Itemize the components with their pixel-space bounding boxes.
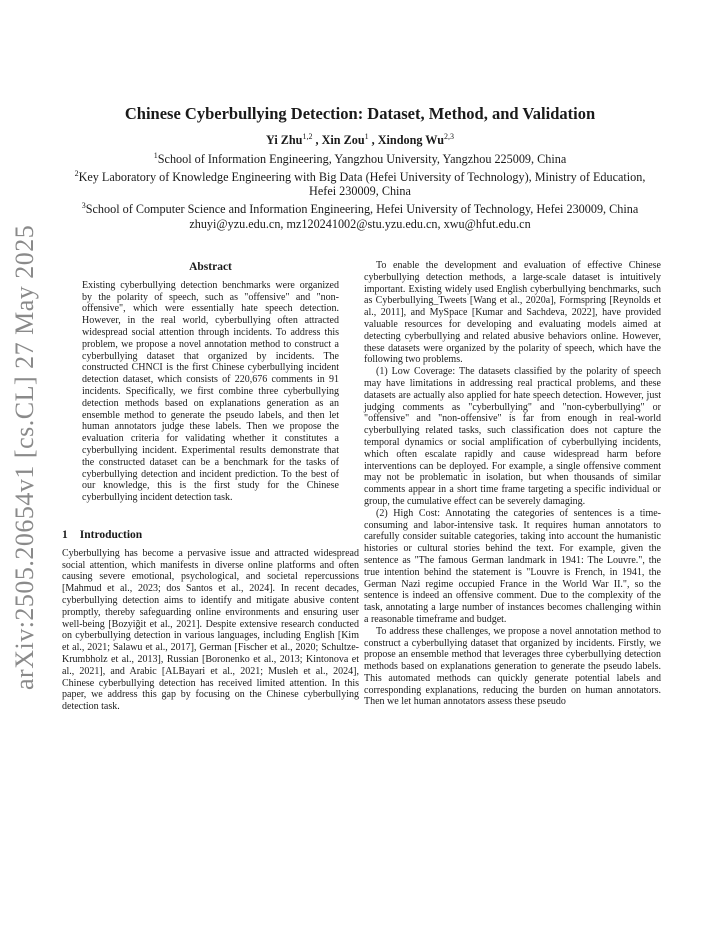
author-name: Yi Zhu [265,133,303,148]
intro-paragraph-1: Cyberbullying has become a pervasive issue and attracted widespread social attention, which manifests in diverse online platforms and often causing severe emotional, psychological, and societal repercussions [Mahmud et al., 2023; dos Santos et al., 2024]. In recent decades, cyberbullying detection aims to identify and mitigate abusive content promptly, thereby safeguarding online environments and ensuring user well-being [Bozyiğit et al., 2021]. Despite extensive research conducted on cyberbullying detection in various languages, including English [Kim et al., 2021; Salawu et al., 2017], German [Fischer et al., 2020; Schultze-Krumbholz et al., 2013], Russian [Boronenko et al., 2013; Kintonova et al., 2021], and Arabic [ALBayari et al., 2021; Musleh et al., 2024], Chinese cyberbullying detection has received limited attention. In this paper, we address this gap by focusing on the Chinese cyberbullying detection task. [62,547,359,713]
section-title: Introduction [79,528,143,541]
author-affiliation-mark: 1 [364,132,369,141]
intro-paragraph-5: To address these challenges, we propose a novel annotation method to construct a cyberbullying dataset that organized by incidents. Firstly, we propose an ensemble method that leverages three cyberbullying detection methods based on explanations generation to generate the pseudo labels. This automated methods can quickly generate potential labels and corresponding explanations, reducing the burden on human annotators. Then we let human annotators assess these pseudo [364,625,661,708]
author-affiliation-mark: 1,2 [302,132,313,141]
intro-paragraph-2: To enable the development and evaluation of effective Chinese cyberbullying detection methods, a large-scale dataset is intuitively important. Existing widely used English cyberbullying benchmarks, such as Cyberbullying_Tweets [Wang et al., 2020a], Formspring [Reynolds et al., 2011], and MySpace [Kumar and Sachdeva, 2022], have provided valuable resources for developing and evaluating models aimed at detecting cyberbullying and related abusive behaviors online. However, these datasets were organized by the polarity of speech, which have the following two problems. [364,260,661,366]
author-separator: , [312,133,322,148]
abstract-body: Existing cyberbullying detection benchmarks were organized by the polarity of speech, such as "offensive" and "non-offensive", which were essentially hate speech detection. However, in the real world, cyberbullying often attracted widespread social attention through incidents. To address this problem, we propose a novel annotation method to construct a cyberbullying dataset that organized by incidents. The constructed CHNCI is the first Chinese cyberbullying incident detection dataset, which consists of 220,676 comments in 91 incidents. Specifically, we first combine three cyberbullying detection methods based on explanations generation as an ensemble method to generate the pseudo labels, and then let human annotators judge these labels. Then we propose the evaluation criteria for validating whether it constitutes a cyberbullying incident. Experimental results demonstrate that the constructed dataset can be a benchmark for the tasks of cyberbullying detection and incident prediction. To the best of our knowledge, this is the first study for the Chinese cyberbullying incident detection task. [82,279,339,504]
author-name: Xin Zou [321,133,365,148]
author-name: Xindong Wu [377,133,445,148]
section-number: 1 [62,528,68,541]
affiliation-block [60,149,660,231]
arxiv-identifier-stamp: arXiv:2505.20654v1 [cs.CL] 27 May 2025 [10,224,39,690]
affiliation-line [60,199,660,217]
affiliation-mark: 3 [81,200,86,210]
paper-title: Chinese Cyberbullying Detection: Dataset, Method, and Validation [124,104,596,123]
affiliation-line [60,167,660,199]
intro-paragraph-4: (2) High Cost: Annotating the categories of sentences is a time-consuming and labor-intensive task. It requires human annotators to carefully consider suitable categories, taking into account the humanistic histories or cultural stories behind the text. For example, given the sentence as "The famous German landmark in 1941: The Louvre.", the true intention behind the statement is "Louvre is French, in 1941, the German Nazi regime occupied France in the World War II.", so the sentence is indeed an offensive comment. Due to the complexity of the task, annotating a large number of instances becomes challenging within a reasonable timeframe and budget. [364,507,661,625]
affiliation-mark: 2 [74,168,79,178]
affiliation-text: School of Information Engineering, Yangzhou University, Yangzhou 225009, China [157,152,567,167]
affiliation-text: Key Laboratory of Knowledge Engineering with Big Data (Hefei University of Technology), Ministry of Education, Hefei 230009, China [78,169,646,199]
intro-paragraph-3: (1) Low Coverage: The datasets classified by the polarity of speech may have limitations in addressing real practical problems, and these datasets are actually also applied for hate speech detection. However, just judging comments as "cyberbullying" and "non-cyberbullying" or "offensive" and "non-offensive" is far from enough in real-world cyberbullying related tasks, such classification does not capture the temporal dynamics or social amplification of cyberbullying incidents, which often escalate rapidly and cause widespread harm before interventions can be deployed. For example, a single offensive comment may not be problematic in isolation, but when thousands of similar comments appear in a short time frame targeting a specific individual or group, the cumulative effect can be severely damaging. [364,366,661,507]
author-emails: zhuyi@yzu.edu.cn, mz120241002@stu.yzu.edu.cn, xwu@hfut.edu.cn [189,216,531,231]
author-separator: , [368,133,378,148]
affiliation-line [60,149,660,167]
affiliation-mark: 1 [153,151,158,160]
right-column [364,260,661,708]
section-heading-introduction [62,530,359,542]
author-list [60,132,660,148]
affiliation-text: School of Computer Science and Information Engineering, Hefei University of Technology, Hefei 230009, China [85,201,639,216]
left-column [62,262,359,713]
abstract-heading: Abstract [189,261,232,273]
author-affiliation-mark: 2,3 [444,132,455,141]
